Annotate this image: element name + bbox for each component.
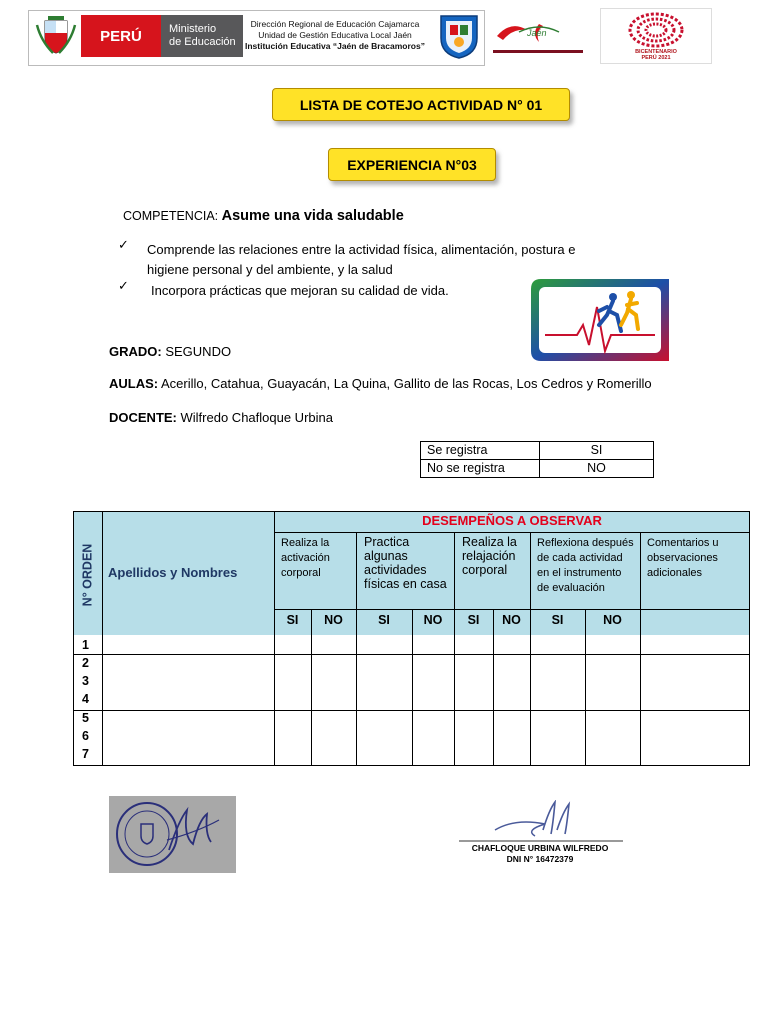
table-border [749, 511, 750, 766]
si-label: SI [378, 613, 390, 627]
bicentenario-jaen-logo [489, 16, 587, 60]
table-border [274, 511, 275, 766]
row-number: 5 [82, 711, 89, 725]
docente-value: Wilfredo Chafloque Urbina [180, 410, 333, 425]
document-title: LISTA DE COTEJO ACTIVIDAD N° 01 [272, 88, 570, 121]
desempenos-header: DESEMPEÑOS A OBSERVAR [422, 513, 602, 528]
grado-label: GRADO: [109, 344, 162, 359]
si-label: SI [467, 613, 480, 627]
competencia-line [123, 208, 404, 224]
legend-value: SI [540, 442, 654, 460]
table-border [102, 511, 103, 766]
aulas-label: AULAS: [109, 376, 159, 391]
criterion-1-line-1: Comprende las relaciones entre la actividad física, alimentación, postura e [147, 242, 576, 257]
criterion-header-5: Comentarios u observaciones adicionales [647, 537, 719, 579]
official-stamp [109, 796, 236, 873]
table-border [585, 609, 586, 766]
aulas-value: Acerillo, Catahua, Guayacán, La Quina, Gallito de las Rocas, Los Cedros y Romerillo [161, 376, 652, 391]
table-border [640, 532, 641, 766]
legend-label: No se registra [421, 460, 540, 478]
criterion-1-line-2: higiene personal y del ambiente, y la salud [147, 262, 393, 277]
orden-header [73, 511, 102, 638]
ministry-line2: de Educación [169, 36, 236, 48]
criterion-header-2: Practica algunas actividades físicas en casa [364, 535, 447, 591]
legend-value: NO [540, 460, 654, 478]
signer-name: CHAFLOQUE URBINA WILFREDO [471, 843, 609, 853]
table-border [493, 609, 494, 766]
competencia-label: COMPETENCIA: [123, 209, 219, 223]
banner-line3: Institución Educativa “Jaén de Bracamoros” [245, 41, 425, 51]
banner-line2: Unidad de Gestión Educativa Local Jaén [258, 30, 412, 40]
row-number: 4 [82, 692, 89, 706]
si-label: SI [551, 613, 564, 627]
checkmark-icon: ✓ [118, 238, 129, 253]
banner-line1: Dirección Regional de Educación Cajamarca [250, 19, 420, 29]
school-crest-icon [439, 14, 479, 60]
orden-header-text: N° ORDEN [80, 543, 95, 606]
peru-label: PERÚ [81, 15, 161, 57]
peru-coat-of-arms-icon [33, 15, 79, 59]
table-border [73, 511, 74, 766]
no-label: NO [324, 613, 343, 627]
criterion-2: Incorpora prácticas que mejoran su calidad de vida. [151, 283, 449, 298]
table-border [274, 609, 750, 610]
si-label: SI [286, 613, 299, 627]
row-number: 3 [82, 674, 89, 688]
institution-lines [245, 19, 425, 52]
table-border [530, 532, 531, 766]
signature-icon [455, 800, 625, 844]
header-banner [28, 10, 485, 66]
grado-value: SEGUNDO [165, 344, 232, 359]
criterion-header-1: Realiza la activación corporal [281, 537, 330, 579]
grado-line [109, 344, 231, 359]
ministry-label [161, 15, 243, 57]
no-label: NO [502, 613, 521, 627]
svg-text:Jaén: Jaén [527, 28, 547, 38]
row-number: 2 [82, 656, 89, 670]
no-label: NO [423, 613, 443, 627]
row-number: 1 [82, 638, 89, 652]
stamp-seal-icon [109, 796, 236, 873]
experience-subtitle: EXPERIENCIA N°03 [328, 148, 496, 181]
table-border [311, 609, 312, 766]
signature-caption [455, 843, 625, 865]
aulas-line [109, 376, 652, 391]
bicentenario-label: BICENTENARIO PERÚ 2021 [635, 49, 677, 61]
table-border [412, 609, 413, 766]
ministry-line1: Ministerio [169, 23, 217, 35]
row-number: 6 [82, 729, 89, 743]
legend-row [421, 442, 654, 460]
legend-table [420, 441, 654, 478]
healthy-life-sports-logo [527, 275, 673, 365]
criterion-header-4: Reflexiona después de cada actividad en el instrumento de evaluación [537, 537, 634, 594]
bicentenario-peru-logo [600, 8, 712, 64]
docente-line [109, 410, 333, 425]
table-border [356, 532, 357, 766]
no-label: NO [603, 613, 622, 627]
legend-row [421, 460, 654, 478]
nombres-header: Apellidos y Nombres [108, 565, 238, 580]
table-border [73, 511, 750, 512]
criterion-header-3: Realiza la relajación corporal [462, 535, 517, 577]
signer-dni: DNI N° 16472379 [506, 854, 574, 864]
checkmark-icon: ✓ [118, 279, 129, 294]
competencia-value: Asume una vida saludable [221, 208, 404, 224]
docente-label: DOCENTE: [109, 410, 177, 425]
bicentenario-rosette-icon [626, 11, 686, 49]
legend-label: Se registra [421, 442, 540, 460]
signature-block [455, 800, 625, 866]
table-border [454, 532, 455, 766]
row-number: 7 [82, 747, 89, 761]
checklist-table [73, 511, 750, 766]
table-border [274, 532, 750, 533]
